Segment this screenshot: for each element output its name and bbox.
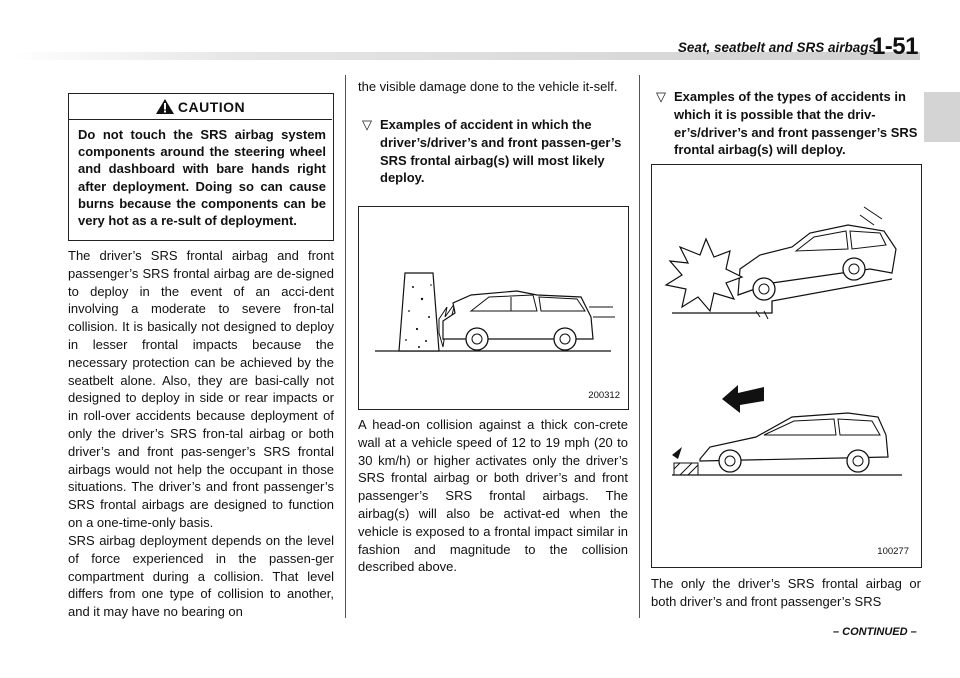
body-paragraph-4: A head-on collision against a thick con-crete wall at a vehicle speed of 12 to 19 mph (20 to 30 km/h) or higher activates only the driver’s SRS frontal airbag or both driver’s and front passenger’s SRS frontal airbags. The airbag(s) will also be activat-ed when the vehicle is exposed to a frontal impact similar in fashion and magnitude to the collision described above. <box>358 417 628 575</box>
chapter-tab <box>924 92 960 142</box>
body-paragraph-2: SRS airbag deployment depends on the level of force experienced in the passen-ger compartment during a collision. That level differs from one type of collision to another, and it may have no bearing on <box>68 533 334 620</box>
body-paragraph-3: the visible damage done to the vehicle it-self. <box>358 79 618 94</box>
caution-text: Do not touch the SRS airbag system components around the steering wheel and dashboard with bare hands right after deployment. Doing so can cause burns because the components can be very hot as a re-sult of deployment. <box>78 127 326 229</box>
page-number: 1-51 <box>871 33 918 60</box>
section-title: Seat, seatbelt and SRS airbags <box>677 40 876 55</box>
figure-id-label: 200312 <box>588 390 620 401</box>
collision-types-illustration <box>652 165 921 567</box>
caution-header <box>68 93 332 120</box>
bullet-heading-possible: Examples of the types of accidents in which it is possible that the driv-er’s/driver’s and front passenger’s SRS frontal airbag(s) will deploy. <box>674 89 918 158</box>
column-divider <box>345 75 346 618</box>
bullet-triangle-icon: ▽ <box>656 89 666 104</box>
bullet-heading-deploy: Examples of accident in which the driver’s/driver’s and front passen-ger’s SRS frontal airbag(s) will most likely deploy. <box>380 117 622 186</box>
figure-frontal-wall-collision <box>358 206 629 410</box>
body-paragraph-1: The driver’s SRS frontal airbag and front passenger’s SRS frontal airbag are de-signed to deploy in the event of an acci-dent involving a moderate to severe fron-tal collision. It is basically not designed to deploy in lesser frontal impacts because the necessary protection can be achieved by the seatbelt alone. Also, they are basi-cally not designed to deploy in side or rear impacts or in roll-over accidents because deployment of only the driver’s SRS fron-tal airbag or both driver’s and front pas-senger’s SRS frontal airbags would not help the occupant in those situations. The driver’s and front passenger’s SRS frontal airbags are designed to function on a one-time-only basis. <box>68 248 334 530</box>
warning-triangle-icon <box>155 96 175 124</box>
body-paragraph-5: The only the driver’s SRS frontal airbag or both driver’s and front passenger’s SRS <box>651 576 921 609</box>
caution-heading: CAUTION <box>177 99 246 115</box>
column-divider <box>639 75 640 618</box>
figure-id-label: 100277 <box>877 546 909 557</box>
continued-marker: – CONTINUED – <box>833 626 917 638</box>
figure-possible-collisions <box>651 164 922 568</box>
wall-collision-illustration <box>359 207 628 409</box>
bullet-triangle-icon: ▽ <box>362 117 372 132</box>
